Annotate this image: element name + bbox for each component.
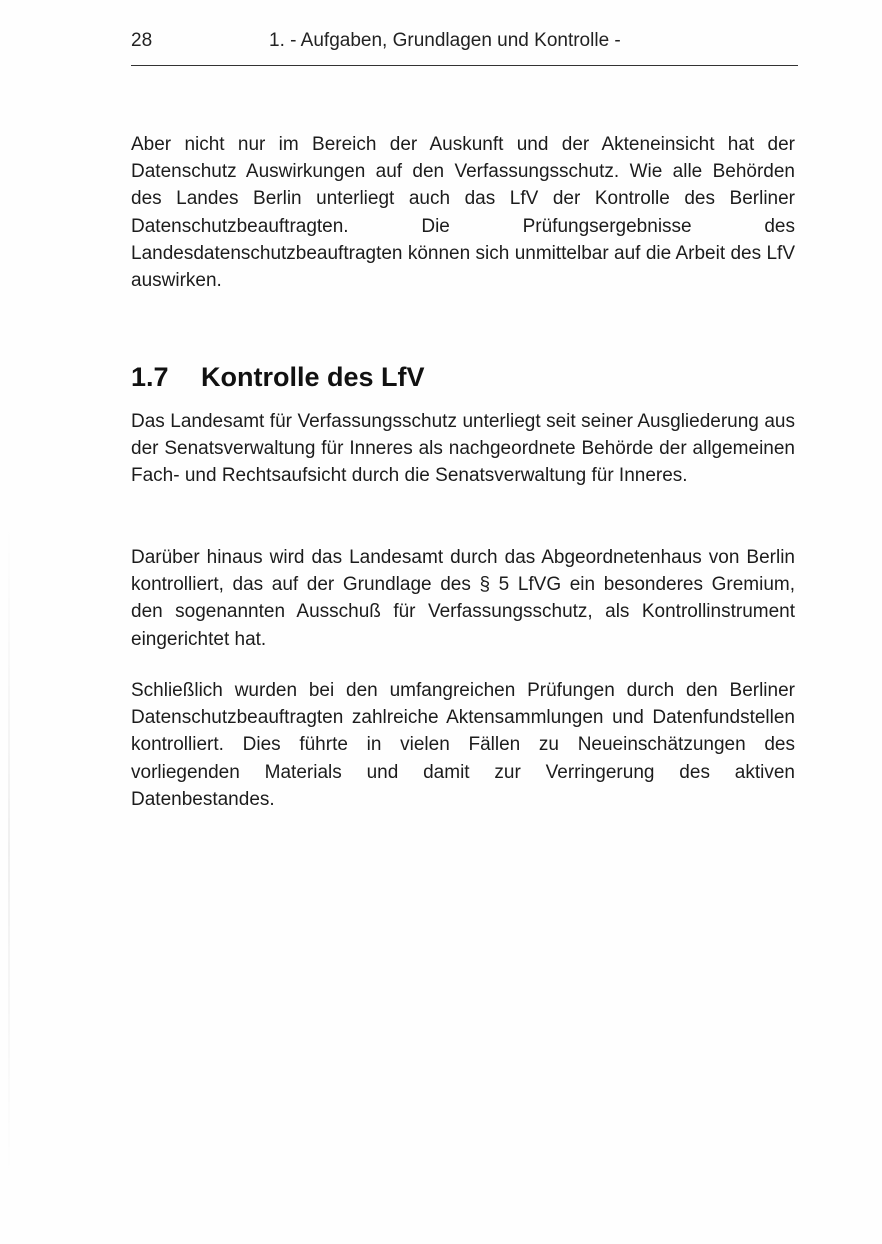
scan-edge-shadow [8,520,10,1180]
section-number: 1.7 [131,362,169,392]
paragraph-parliament-control: Darüber hinaus wird das Landesamt durch das Abgeordnetenhaus von Berlin kontrolliert, das auf der Grundlage des § 5 LfVG ein besonderes Gremium, den sogenannten Ausschuß für Verfassungsschutz, als Kontrollinstrument eingerichtet hat. [131,547,795,650]
section-title: Kontrolle des LfV [201,362,425,392]
running-header-title: 1. - Aufgaben, Grundlagen und Kontrolle - [269,30,621,51]
page-number: 28 [131,30,153,51]
running-header [131,26,796,56]
intro-paragraph: Aber nicht nur im Bereich der Auskunft und der Akteneinsicht hat der Datenschutz Auswirkungen auf den Verfassungsschutz. Wie alle Behörden des Landes Berlin unterliegt auch das LfV der Kontrolle des Berliner Datenschutzbeauftragten. Die Prüfungsergebnisse des Landesdatenschutzbeauftragten können sich unmittelbar auf die Arbeit des LfV auswirken. [131,134,795,292]
paragraph-data-protection-review: Schließlich wurden bei den umfangreichen Prüfungen durch den Berliner Datenschutzbeauftragten zahlreiche Aktensammlungen und Datenfundstellen kontrolliert. Dies führte in vielen Fällen zu Neueinschätzungen des vorliegenden Materials und damit zur Verringerung des aktiven Datenbestandes. [131,680,795,810]
header-divider [131,65,798,66]
section-heading [131,362,425,393]
paragraph-supervision: Das Landesamt für Verfassungsschutz unterliegt seit seiner Ausgliederung aus der Senatsverwaltung für Inneres als nachgeordnete Behörde der allgemeinen Fach- und Rechtsaufsicht durch die Senatsverwaltung für Inneres. [131,411,795,487]
